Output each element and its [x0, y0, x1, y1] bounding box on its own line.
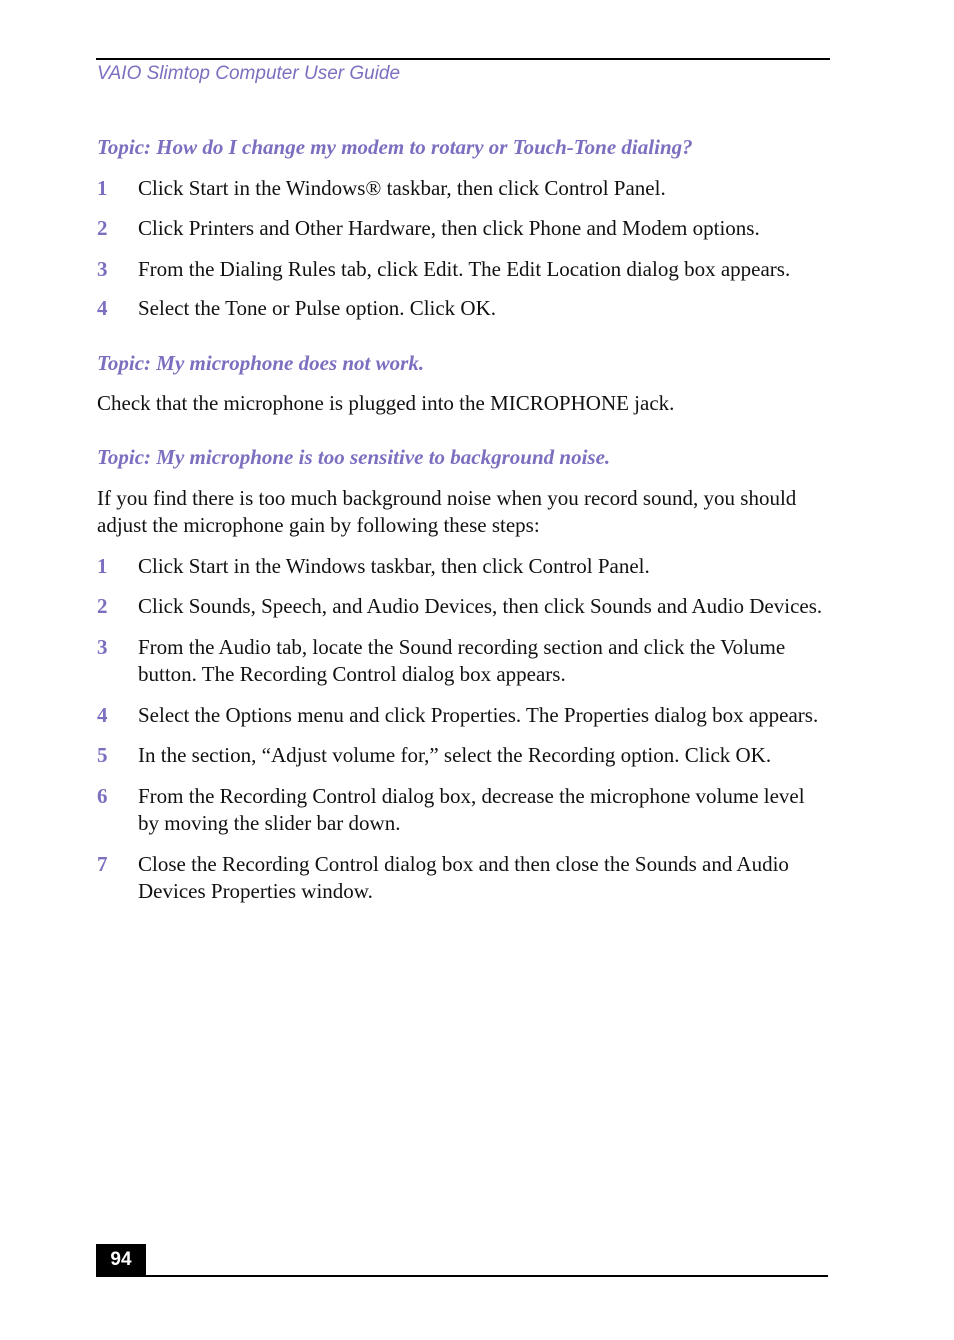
list-item [97, 553, 830, 580]
step-text: Select the Tone or Pulse option. Click OK. [138, 296, 497, 320]
list-item [97, 783, 830, 837]
section-body-microphone-check: Check that the microphone is plugged into the MICROPHONE jack. [97, 391, 675, 415]
steps-list-modem-dialing [97, 175, 830, 322]
step-number: 4 [97, 703, 108, 727]
list-item [97, 256, 830, 283]
step-number: 1 [97, 176, 108, 200]
list-item [97, 215, 830, 242]
step-number: 3 [97, 257, 108, 281]
page-content [97, 134, 830, 905]
step-text: Select the Options menu and click Properties. The Properties dialog box appears. [138, 703, 819, 727]
list-item [97, 742, 830, 769]
topic-heading-microphone-sensitive: Topic: My microphone is too sensitive to background noise. [97, 445, 611, 469]
step-text: From the Dialing Rules tab, click Edit. The Edit Location dialog box appears. [138, 257, 791, 281]
running-header: VAIO Slimtop Computer User Guide [97, 63, 401, 84]
step-number: 4 [97, 296, 108, 320]
step-text: From the Recording Control dialog box, decrease the microphone volume level by moving the slider bar down. [138, 784, 805, 835]
list-item [97, 634, 830, 688]
list-item [97, 851, 830, 905]
topic-heading-microphone-not-working: Topic: My microphone does not work. [97, 351, 425, 375]
step-number: 3 [97, 635, 108, 659]
header-rule [96, 58, 830, 60]
list-item [97, 593, 830, 620]
step-text: From the Audio tab, locate the Sound recording section and click the Volume button. The Recording Control dialog box appears. [138, 635, 786, 686]
step-text: Click Start in the Windows® taskbar, then click Control Panel. [138, 176, 666, 200]
step-number: 2 [97, 594, 108, 618]
steps-list-microphone-gain [97, 553, 830, 905]
step-number: 6 [97, 784, 108, 808]
step-text: Click Sounds, Speech, and Audio Devices, then click Sounds and Audio Devices. [138, 594, 823, 618]
step-number: 7 [97, 852, 108, 876]
list-item [97, 702, 830, 729]
list-item [97, 295, 830, 322]
topic-heading-modem-dialing: Topic: How do I change my modem to rotary or Touch-Tone dialing? [97, 135, 693, 159]
step-number: 1 [97, 554, 108, 578]
page-number: 94 [96, 1244, 146, 1276]
section-body-background-noise: If you find there is too much background noise when you record sound, you should adjust the microphone gain by following these steps: [97, 486, 797, 537]
step-text: Click Printers and Other Hardware, then click Phone and Modem options. [138, 216, 760, 240]
step-text: In the section, “Adjust volume for,” select the Recording option. Click OK. [138, 743, 772, 767]
list-item [97, 175, 830, 202]
step-text: Close the Recording Control dialog box and then close the Sounds and Audio Devices Properties window. [138, 852, 789, 903]
footer-rule [96, 1275, 828, 1277]
step-text: Click Start in the Windows taskbar, then click Control Panel. [138, 554, 650, 578]
step-number: 2 [97, 216, 108, 240]
step-number: 5 [97, 743, 108, 767]
